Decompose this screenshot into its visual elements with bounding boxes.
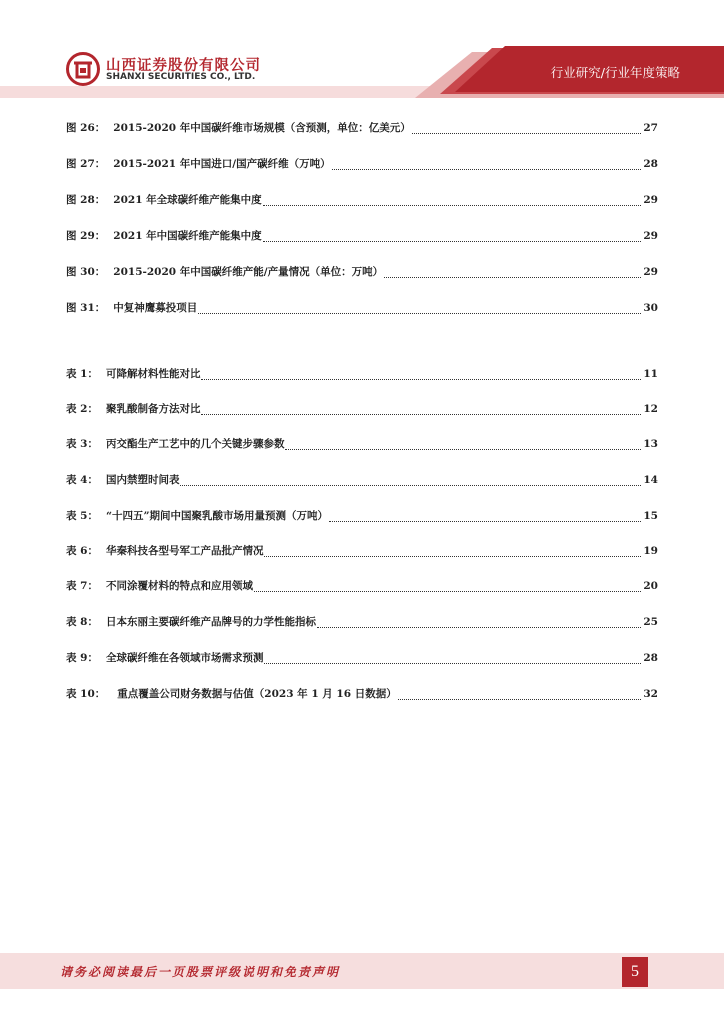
toc-page: 29 xyxy=(643,194,658,206)
toc-page: 11 xyxy=(643,368,658,380)
toc-leader xyxy=(332,169,642,170)
toc-title: 可降解材料性能对比 xyxy=(105,368,201,380)
toc-leader xyxy=(398,699,642,700)
toc-page: 19 xyxy=(643,545,658,557)
toc-number: 图 29： xyxy=(66,230,106,242)
toc-title: 2021 年全球碳纤维产能集中度 xyxy=(113,194,262,206)
toc-leader xyxy=(201,379,641,380)
company-logo-icon xyxy=(66,52,100,86)
toc-page: 27 xyxy=(643,122,658,134)
toc-page: 15 xyxy=(643,510,658,522)
toc-page: 32 xyxy=(643,688,658,700)
toc-leader xyxy=(329,521,641,522)
toc-number: 图 28： xyxy=(66,194,106,206)
toc-title: 2015-2020 年中国碳纤维市场规模（含预测，单位：亿美元） xyxy=(113,122,411,134)
toc-entry-table-3[interactable] xyxy=(66,436,658,454)
toc-leader xyxy=(384,277,641,278)
toc-leader xyxy=(263,205,642,206)
toc-number: 表 1： xyxy=(66,368,98,380)
toc-leader xyxy=(317,627,641,628)
toc-leader xyxy=(264,663,641,664)
toc-entry-figure-31[interactable] xyxy=(66,300,658,318)
header-banner xyxy=(0,0,724,100)
toc-number: 表 6： xyxy=(66,545,98,557)
toc-title: 聚乳酸制备方法对比 xyxy=(105,403,201,415)
toc-number: 图 27： xyxy=(66,158,106,170)
toc-title: 国内禁塑时间表 xyxy=(105,474,180,486)
toc-entry-figure-30[interactable] xyxy=(66,264,658,282)
toc-leader xyxy=(264,556,641,557)
toc-leader xyxy=(285,449,641,450)
toc-number: 表 7： xyxy=(66,580,98,592)
toc-title: 全球碳纤维在各领域市场需求预测 xyxy=(105,652,264,664)
toc-title: 2015-2021 年中国进口/国产碳纤维（万吨） xyxy=(113,158,331,170)
toc-page: 28 xyxy=(643,652,658,664)
toc-leader xyxy=(263,241,642,242)
toc-title: 丙交酯生产工艺中的几个关键步骤参数 xyxy=(105,438,285,450)
toc-number: 表 10： xyxy=(66,688,106,700)
toc-page: 25 xyxy=(643,616,658,628)
toc-number: 表 3： xyxy=(66,438,98,450)
toc-page: 30 xyxy=(643,302,658,314)
toc-page: 14 xyxy=(643,474,658,486)
toc-entry-figure-28[interactable] xyxy=(66,192,658,210)
footer-disclaimer: 请务必阅读最后一页股票评级说明和免责声明 xyxy=(60,965,341,979)
toc-title: 日本东丽主要碳纤维产品牌号的力学性能指标 xyxy=(105,616,316,628)
toc-leader xyxy=(198,313,641,314)
toc-number: 表 2： xyxy=(66,403,98,415)
toc-title: 中复神鹰募投项目 xyxy=(113,302,198,314)
toc-number: 图 30： xyxy=(66,266,106,278)
toc-title: 华秦科技各型号军工产品批产情况 xyxy=(105,545,264,557)
toc-entry-figure-29[interactable] xyxy=(66,228,658,246)
toc-entry-figure-27[interactable] xyxy=(66,156,658,174)
toc-title: 重点覆盖公司财务数据与估值（2023 年 1 月 16 日数据） xyxy=(117,688,397,700)
toc-entry-table-8[interactable] xyxy=(66,614,658,632)
toc-entry-table-4[interactable] xyxy=(66,472,658,490)
report-category: 行业研究/行业年度策略 xyxy=(550,65,680,80)
toc-number: 图 26： xyxy=(66,122,106,134)
toc-number: 表 5： xyxy=(66,510,98,522)
toc-entry-table-2[interactable] xyxy=(66,401,658,419)
page-header xyxy=(0,0,724,100)
toc-entry-table-6[interactable] xyxy=(66,543,658,561)
page-number: 5 xyxy=(622,957,648,987)
toc-entry-figure-26[interactable] xyxy=(66,120,658,138)
toc-page: 28 xyxy=(643,158,658,170)
company-name-en: SHANXI SECURITIES CO., LTD. xyxy=(106,72,256,82)
toc-number: 表 9： xyxy=(66,652,98,664)
toc-leader xyxy=(180,485,641,486)
toc-entry-table-7[interactable] xyxy=(66,578,658,596)
toc-number: 图 31： xyxy=(66,302,106,314)
toc-page: 29 xyxy=(643,230,658,242)
toc-page: 29 xyxy=(643,266,658,278)
page-footer xyxy=(0,953,724,989)
toc-title: “十四五”期间中国聚乳酸市场用量预测（万吨） xyxy=(105,510,329,522)
toc-page: 12 xyxy=(643,403,658,415)
toc-leader xyxy=(201,414,641,415)
toc-title: 2015-2020 年中国碳纤维产能/产量情况（单位：万吨） xyxy=(113,266,384,278)
company-name-cn: 山西证券股份有限公司 xyxy=(106,58,261,74)
toc-entry-table-1[interactable] xyxy=(66,366,658,384)
toc-title: 不同涂覆材料的特点和应用领域 xyxy=(105,580,253,592)
toc-entry-table-5[interactable] xyxy=(66,508,658,526)
toc-title: 2021 年中国碳纤维产能集中度 xyxy=(113,230,262,242)
toc-page: 20 xyxy=(643,580,658,592)
toc-leader xyxy=(412,133,642,134)
toc-number: 表 8： xyxy=(66,616,98,628)
toc-entry-table-9[interactable] xyxy=(66,650,658,668)
toc-leader xyxy=(254,591,641,592)
toc-page: 13 xyxy=(643,438,658,450)
toc-entry-table-10[interactable] xyxy=(66,686,658,704)
toc-number: 表 4： xyxy=(66,474,98,486)
